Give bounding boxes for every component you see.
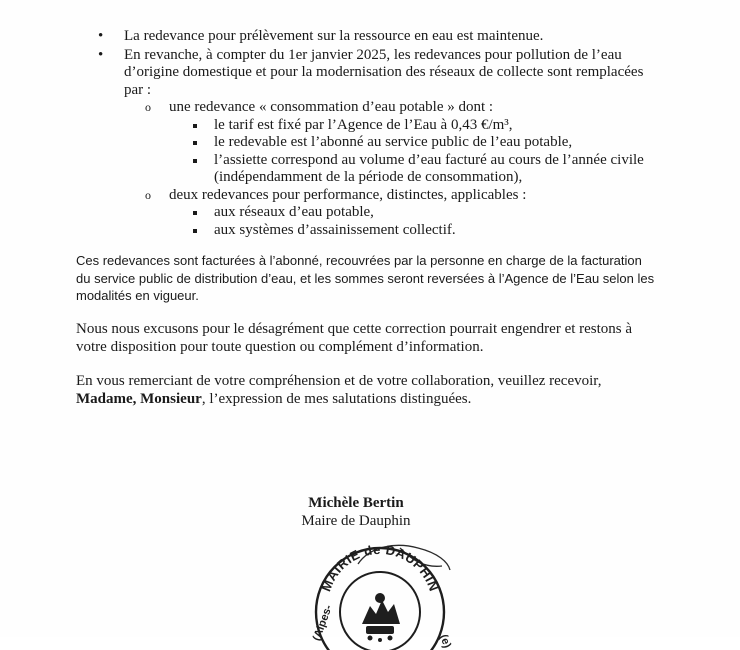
stamp-right-text: (e) [437,632,454,650]
sub-sub-bullet-list [169,117,656,187]
official-stamp [300,540,460,650]
closing-paragraph [76,372,656,408]
sub-sub-bullet-item: aux systèmes d’assainissement collectif. [169,222,656,240]
sub-sub-bullet-item: le tarif est fixé par l’Agence de l’Eau à 0,43 €/m³, [169,117,656,135]
bullet-item [96,28,656,46]
signatory-title: Maire de Dauphin [301,513,411,529]
bullet-item-text: En revanche, à compter du 1er janvier 2025, les redevances pour pollution de l’eau d’origine domestique et pour la modernisation des réseaux de collecte sont remplacées par : [124,46,644,98]
sub-sub-bullet-item: l’assiette correspond au volume d’eau facturé au cours de l’année civile (indépendamment de la période de consommation), [169,152,656,187]
closing-outro: , l’expression de mes salutations distinguées. [201,391,472,407]
bullet-item [96,47,656,240]
sub-sub-bullet-item: aux réseaux d’eau potable, [169,204,656,222]
sub-sub-bullet-list [169,204,656,239]
sub-sub-bullet-item: le redevable est l’abonné au service public de l’eau potable, [169,134,656,152]
bullet-item-text: La redevance pour prélèvement sur la ressource en eau est maintenue. [124,28,544,44]
closing-intro: En vous remerciant de votre compréhension et de votre collaboration, veuillez recevoir, [76,373,602,389]
apology-paragraph: Nous nous excusons pour le désagrément que cette correction pourrait engendrer et restons à votre disposition pour toute question ou complément d’information. [76,321,633,355]
signatory-name: Michèle Bertin [308,495,404,511]
bullet-list [96,28,656,240]
sub-bullet-text: une redevance « consommation d’eau potable » dont : [169,99,494,115]
stamp-top-text: MAIRIE de DAUPHIN [318,541,442,594]
sub-bullet-item [124,99,656,187]
closing-salutation: Madame, Monsieur [76,391,202,407]
stamp-emblem [362,593,400,642]
sub-bullet-list [124,99,656,239]
sub-bullet-item [124,187,656,240]
signature-block [256,494,456,530]
stamp-left-text: (Alpes- [310,603,335,643]
sub-bullet-text: deux redevances pour performance, distinctes, applicables : [169,186,527,203]
billing-paragraph: Ces redevances sont facturées à l’abonné, recouvrées par la personne en charge de la facturation du service public de distribution d’eau, et les sommes seront reversées à l’Agence de l’Eau selon les modalités en vigueur. [76,253,655,303]
